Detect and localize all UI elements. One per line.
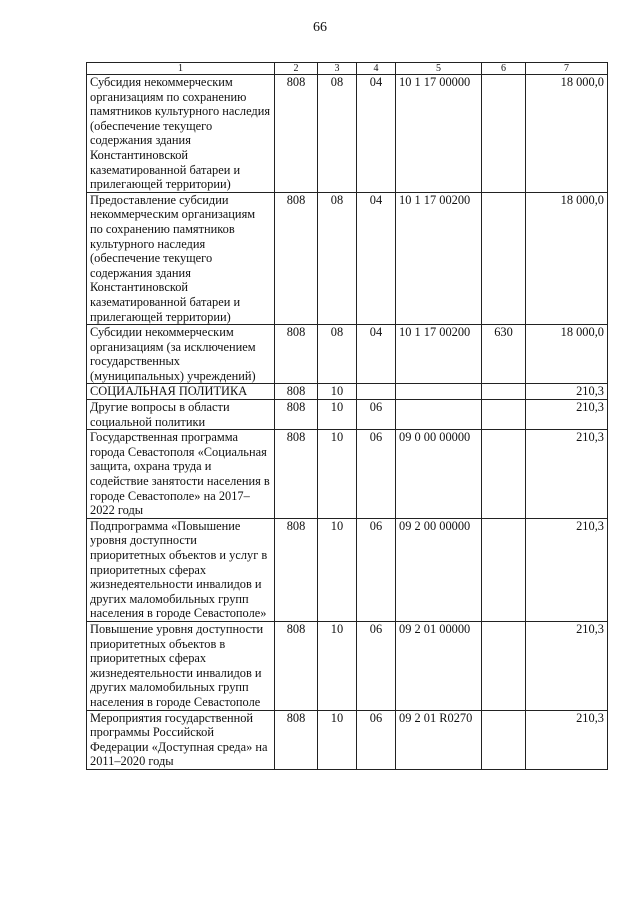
row-name: Мероприятия государственной программы Российской Федерации «Доступная среда» на 2011–2020 годы [87, 710, 275, 769]
cell-subsection [357, 384, 396, 400]
cell-ministry: 808 [275, 384, 318, 400]
cell-amount: 210,3 [526, 621, 608, 710]
column-header: 6 [482, 63, 526, 75]
cell-amount: 210,3 [526, 430, 608, 519]
cell-ministry: 808 [275, 621, 318, 710]
cell-amount: 18 000,0 [526, 75, 608, 193]
cell-amount: 210,3 [526, 400, 608, 430]
cell-amount: 18 000,0 [526, 192, 608, 324]
cell-ministry: 808 [275, 400, 318, 430]
cell-target-code: 10 1 17 00200 [396, 325, 482, 384]
column-header: 3 [318, 63, 357, 75]
cell-ministry: 808 [275, 325, 318, 384]
budget-table [86, 62, 608, 770]
cell-amount: 210,3 [526, 710, 608, 769]
cell-target-code [396, 384, 482, 400]
cell-target-code: 09 2 00 00000 [396, 518, 482, 621]
cell-expense-type [482, 400, 526, 430]
row-name: Повышение уровня доступности приоритетных объектов в приоритетных сферах жизнедеятельности инвалидов и других маломобильных групп населения в городе Севастополе [87, 621, 275, 710]
cell-section: 08 [318, 75, 357, 193]
cell-target-code: 09 0 00 00000 [396, 430, 482, 519]
cell-ministry: 808 [275, 518, 318, 621]
cell-target-code: 09 2 01 00000 [396, 621, 482, 710]
table-row [87, 518, 608, 621]
table-row [87, 75, 608, 193]
table-row [87, 400, 608, 430]
cell-ministry: 808 [275, 710, 318, 769]
cell-amount: 210,3 [526, 518, 608, 621]
cell-expense-type [482, 621, 526, 710]
page-number: 66 [313, 20, 327, 35]
column-header: 4 [357, 63, 396, 75]
cell-expense-type [482, 75, 526, 193]
cell-subsection: 06 [357, 430, 396, 519]
table-row [87, 621, 608, 710]
cell-ministry: 808 [275, 75, 318, 193]
cell-subsection: 04 [357, 325, 396, 384]
row-name: Субсидия некоммерческим организациям по сохранению памятников культурного наследия (обеспечение текущего содержания здания Константиновской казематированной батареи и прилегающей территории) [87, 75, 275, 193]
cell-target-code [396, 400, 482, 430]
row-name: Предоставление субсидии некоммерческим организациям по сохранению памятников культурного наследия (обеспечение текущего содержания здания Константиновской казематированной батареи и прилегающей территории) [87, 192, 275, 324]
cell-target-code: 10 1 17 00000 [396, 75, 482, 193]
column-header: 1 [87, 63, 275, 75]
cell-target-code: 10 1 17 00200 [396, 192, 482, 324]
cell-subsection: 06 [357, 400, 396, 430]
column-header: 2 [275, 63, 318, 75]
cell-expense-type [482, 384, 526, 400]
cell-subsection: 06 [357, 621, 396, 710]
table-row [87, 192, 608, 324]
cell-expense-type [482, 430, 526, 519]
cell-section: 08 [318, 192, 357, 324]
table-row [87, 710, 608, 769]
cell-section: 10 [318, 621, 357, 710]
column-header: 7 [526, 63, 608, 75]
table-row [87, 325, 608, 384]
cell-section: 10 [318, 710, 357, 769]
column-header: 5 [396, 63, 482, 75]
cell-amount: 210,3 [526, 384, 608, 400]
cell-subsection: 06 [357, 710, 396, 769]
cell-expense-type [482, 710, 526, 769]
row-name: Субсидии некоммерческим организациям (за исключением государственных (муниципальных) учреждений) [87, 325, 275, 384]
cell-expense-type: 630 [482, 325, 526, 384]
cell-section: 10 [318, 518, 357, 621]
cell-section: 10 [318, 430, 357, 519]
table-row [87, 384, 608, 400]
cell-target-code: 09 2 01 R0270 [396, 710, 482, 769]
cell-section: 10 [318, 384, 357, 400]
table-row [87, 430, 608, 519]
row-name: Подпрограмма «Повышение уровня доступности приоритетных объектов и услуг в приоритетных сферах жизнедеятельности инвалидов и других маломобильных групп населения в городе Севастополе» [87, 518, 275, 621]
cell-ministry: 808 [275, 192, 318, 324]
row-name: СОЦИАЛЬНАЯ ПОЛИТИКА [87, 384, 275, 400]
cell-section: 08 [318, 325, 357, 384]
cell-section: 10 [318, 400, 357, 430]
cell-subsection: 04 [357, 75, 396, 193]
cell-subsection: 04 [357, 192, 396, 324]
row-name: Другие вопросы в области социальной политики [87, 400, 275, 430]
row-name: Государственная программа города Севастополя «Социальная защита, охрана труда и содействие занятости населения в городе Севастополе» на 2017–2022 годы [87, 430, 275, 519]
table-header-row [87, 63, 608, 75]
cell-expense-type [482, 518, 526, 621]
cell-ministry: 808 [275, 430, 318, 519]
cell-subsection: 06 [357, 518, 396, 621]
cell-expense-type [482, 192, 526, 324]
cell-amount: 18 000,0 [526, 325, 608, 384]
